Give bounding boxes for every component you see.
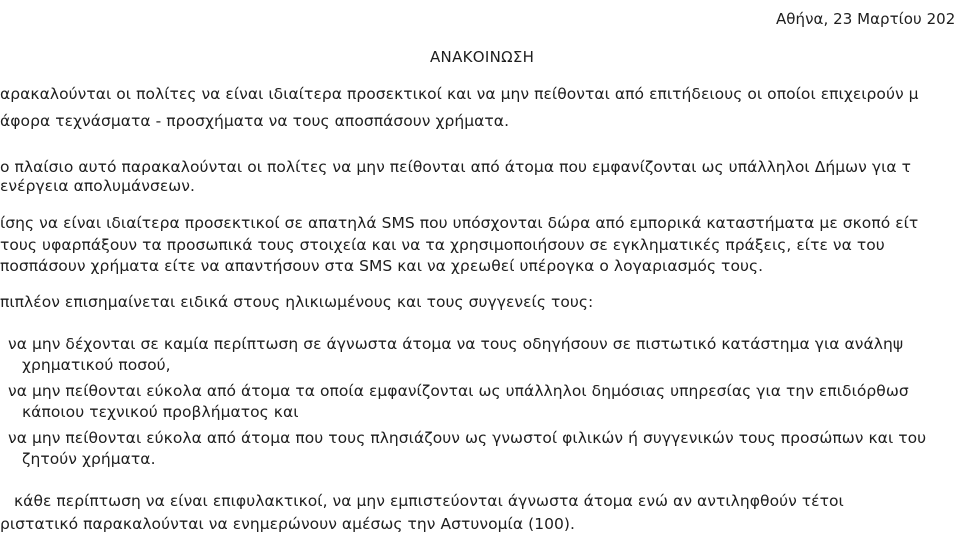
paragraph-line: αρακαλούνται οι πολίτες να είναι ιδιαίτερα προσεκτικοί και να μην πείθονται από επιτήδειους οι οποίοι επιχειρούν μ bbox=[0, 85, 919, 103]
paragraph-line: ριστατικό παρακαλούνται να ενημερώνουν αμέσως την Αστυνομία (100). bbox=[0, 515, 576, 533]
paragraph-line: πιπλέον επισημαίνεται ειδικά στους ηλικιωμένους και τους συγγενείς τους: bbox=[0, 293, 594, 311]
bullet-line: να μην δέχονται σε καμία περίπτωση σε άγνωστα άτομα να τους οδηγήσουν σε πιστωτικό κατάστημα για ανάληψ bbox=[8, 335, 904, 353]
paragraph-line: ενέργεια απολυμάνσεων. bbox=[0, 177, 195, 195]
bullet-line: κάποιου τεχνικού προβλήματος και bbox=[22, 403, 299, 421]
paragraph-line: κάθε περίπτωση να είναι επιφυλακτικοί, να μην εμπιστεύονται άγνωστα άτομα ενώ αν αντιληφθούν τέτοι bbox=[14, 492, 844, 510]
paragraph-line: ο πλαίσιο αυτό παρακαλούνται οι πολίτες να μην πείθονται από άτομα που εμφανίζονται ως υπάλληλοι Δήμων για τ bbox=[0, 158, 911, 176]
bullet-line: ζητούν χρήματα. bbox=[22, 450, 156, 468]
announcement-title: ΑΝΑΚΟΙΝΩΣΗ bbox=[430, 48, 535, 66]
date-line: Αθήνα, 23 Μαρτίου 202 bbox=[776, 10, 956, 28]
bullet-line: να μην πείθονται εύκολα από άτομα που τους πλησιάζουν ως γνωστοί φιλικών ή συγγενικών τους προσώπων και του bbox=[8, 429, 927, 447]
paragraph-line: άφορα τεχνάσματα - προσχήματα να τους αποσπάσουν χρήματα. bbox=[0, 112, 510, 130]
paragraph-line: τους υφαρπάξουν τα προσωπικά τους στοιχεία και να τα χρησιμοποιήσουν σε εγκληματικές πράξεις, είτε να του bbox=[0, 236, 885, 254]
bullet-line: να μην πείθονται εύκολα από άτομα τα οποία εμφανίζονται ως υπάλληλοι δημόσιας υπηρεσίας για την επιδιόρθωσ bbox=[8, 382, 909, 400]
bullet-line: χρηματικού ποσού, bbox=[22, 356, 171, 374]
paragraph-line: ίσης να είναι ιδιαίτερα προσεκτικοί σε απατηλά SMS που υπόσχονται δώρα από εμπορικά καταστήματα με σκοπό είτ bbox=[0, 214, 919, 232]
paragraph-line: ποσπάσουν χρήματα είτε να απαντήσουν στα SMS και να χρεωθεί υπέρογκα ο λογαριασμός τους. bbox=[0, 257, 764, 275]
